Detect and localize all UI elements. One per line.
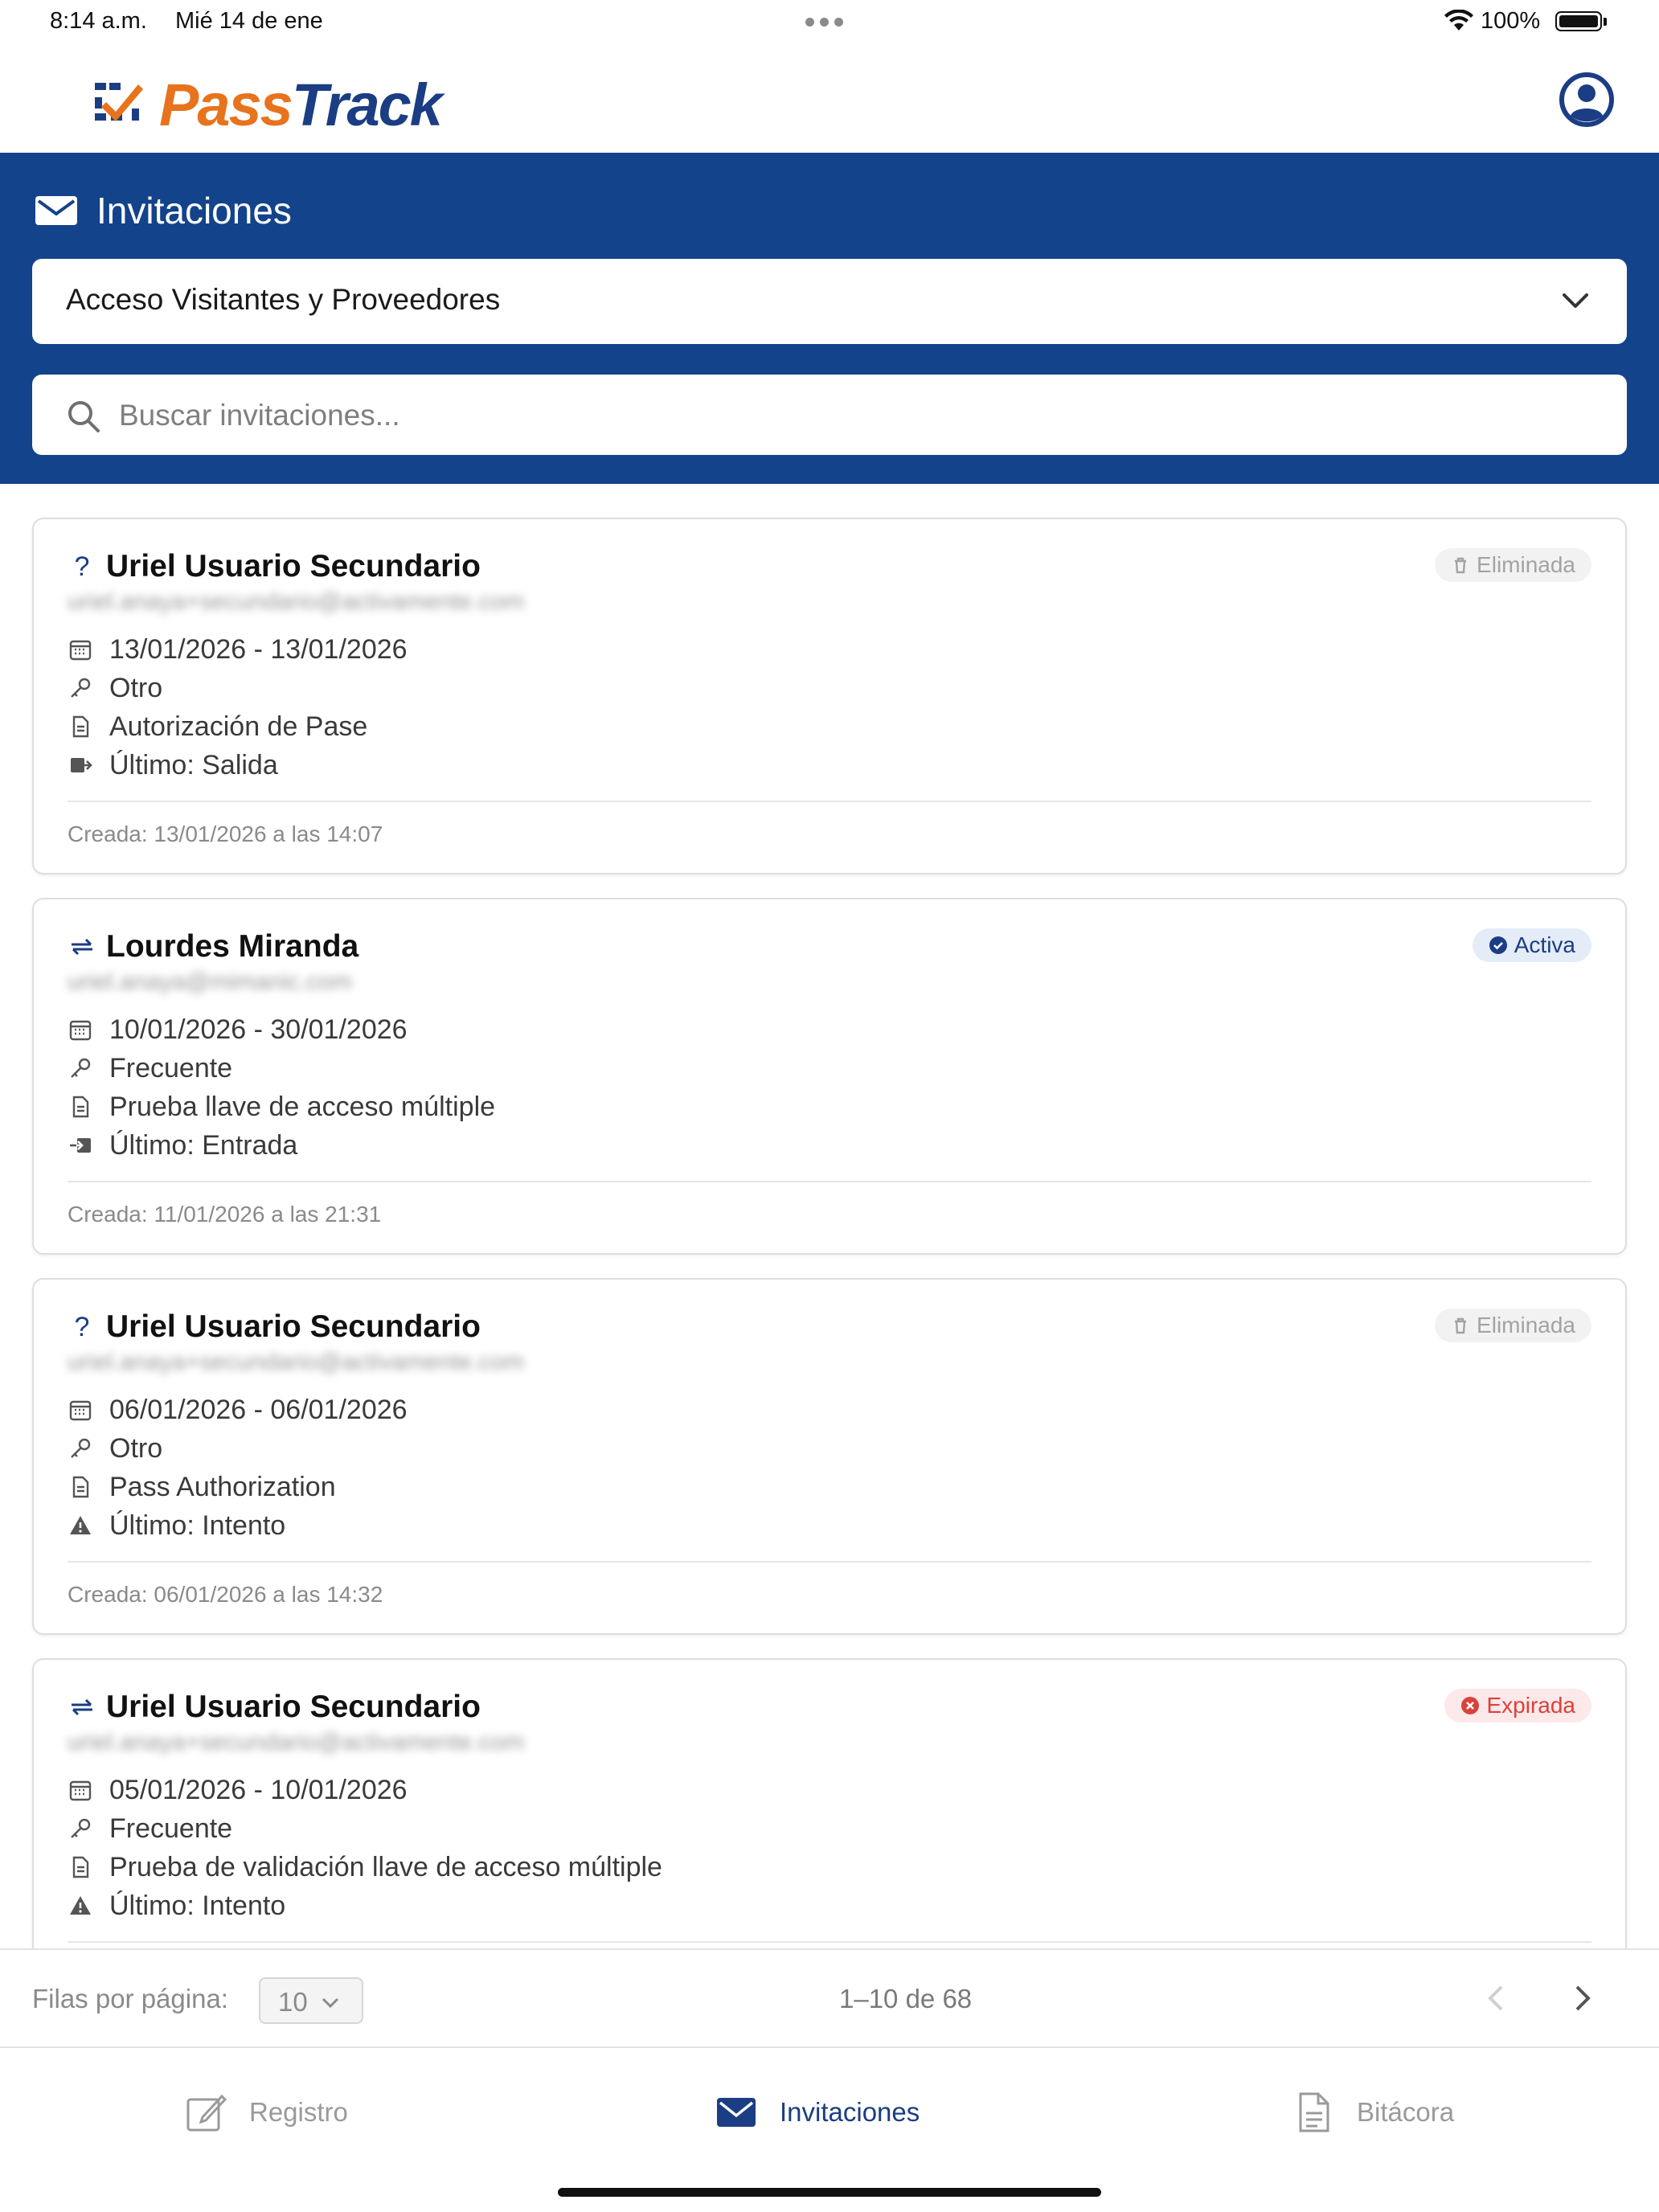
card-divider	[68, 1941, 1591, 1943]
x-circle-icon	[1460, 1696, 1480, 1715]
invitation-dates: 13/01/2026 - 13/01/2026	[109, 633, 408, 665]
bottom-tab-bar	[0, 2048, 1659, 2212]
home-indicator[interactable]	[558, 2188, 1101, 2197]
chevron-down-icon	[1559, 285, 1591, 317]
status-badge: Expirada	[1444, 1689, 1591, 1722]
calendar-icon	[68, 1017, 93, 1043]
invitation-dates: 10/01/2026 - 30/01/2026	[109, 1014, 408, 1045]
created-at: Creada: 13/01/2026 a las 14:07	[68, 821, 383, 846]
invitation-description: Pass Authorization	[109, 1471, 336, 1502]
question-icon: ?	[74, 1311, 90, 1342]
mail-icon	[34, 195, 79, 227]
repeat-icon	[68, 932, 96, 961]
passtrack-logo	[92, 64, 441, 145]
created-at: Creada: 11/01/2026 a las 21:31	[68, 1202, 382, 1227]
edit-icon	[185, 2091, 227, 2133]
invitation-description: Prueba de validación llave de acceso múltiple	[109, 1851, 662, 1882]
invitee-name: Uriel Usuario Secundario	[106, 1309, 481, 1344]
profile-icon[interactable]	[1559, 72, 1614, 127]
invitation-card[interactable]	[32, 518, 1627, 875]
search-placeholder: Buscar invitaciones...	[119, 399, 400, 432]
next-page-icon[interactable]	[1566, 1981, 1598, 2016]
mail-icon	[715, 2091, 757, 2133]
invitee-email: uriel.anaya@mimanic.com	[68, 969, 352, 995]
document-icon	[68, 1854, 93, 1880]
battery-percent: 100%	[1481, 8, 1541, 34]
page-title: Invitaciones	[96, 190, 292, 231]
invitee-email: uriel.anaya+secundario@activamente.com	[68, 588, 525, 615]
question-icon: ?	[74, 551, 90, 582]
invitee-email: uriel.anaya+secundario@activamente.com	[68, 1349, 525, 1375]
card-divider	[68, 801, 1591, 802]
page-range: 1–10 de 68	[839, 1984, 973, 2013]
rows-per-page-select[interactable]	[259, 1977, 363, 2024]
status-badge: Eliminada	[1435, 1309, 1591, 1342]
chevron-down-icon	[320, 1992, 341, 2013]
trash-icon	[1451, 555, 1470, 575]
tab-label: Registro	[249, 2097, 348, 2127]
status-date: Mié 14 de ene	[175, 8, 323, 34]
document-icon	[1292, 2091, 1334, 2133]
calendar-icon	[68, 637, 93, 662]
repeat-icon	[68, 1693, 96, 1722]
pagination-bar	[0, 1948, 1659, 2048]
invitation-dates: 06/01/2026 - 06/01/2026	[109, 1394, 408, 1425]
warning-icon	[68, 1513, 93, 1538]
exit-icon	[68, 752, 93, 778]
key-icon	[68, 1055, 93, 1081]
created-at: Creada: 06/01/2026 a las 14:32	[68, 1582, 383, 1607]
page-title-row	[34, 186, 292, 235]
invitee-name: Uriel Usuario Secundario	[106, 1690, 481, 1724]
battery-icon	[1555, 11, 1602, 31]
invitations-header	[0, 153, 1659, 484]
tab-label: Invitaciones	[780, 2097, 920, 2127]
rows-per-page-value: 10	[278, 1987, 308, 2017]
multitasking-dots-icon[interactable]	[805, 16, 849, 31]
invitee-email: uriel.anaya+secundario@activamente.com	[68, 1729, 525, 1755]
card-divider	[68, 1561, 1591, 1563]
invitation-description: Autorización de Pase	[109, 711, 368, 742]
card-divider	[68, 1181, 1591, 1182]
invitee-name: Uriel Usuario Secundario	[106, 549, 481, 584]
search-input[interactable]	[32, 375, 1627, 455]
logo-text-pass: Pass	[159, 71, 292, 138]
invitee-name: Lourdes Miranda	[106, 929, 359, 964]
status-badge: Eliminada	[1435, 548, 1591, 582]
logo-text-track: Track	[291, 71, 441, 138]
wifi-icon	[1444, 10, 1474, 32]
tab-invitaciones[interactable]	[715, 2090, 920, 2135]
trash-icon	[1451, 1316, 1470, 1335]
last-event: Último: Salida	[109, 749, 278, 780]
invitation-card[interactable]	[32, 898, 1627, 1255]
document-icon	[68, 1474, 93, 1500]
last-event: Último: Intento	[109, 1509, 286, 1541]
last-event: Último: Entrada	[109, 1129, 298, 1161]
last-event: Último: Intento	[109, 1890, 286, 1921]
tab-bitacora[interactable]	[1292, 2090, 1454, 2135]
tab-registro[interactable]	[185, 2090, 348, 2135]
invitation-card[interactable]	[32, 1278, 1627, 1635]
status-bar	[0, 0, 1659, 43]
document-icon	[68, 1094, 93, 1120]
logo-mark-icon	[92, 76, 148, 133]
invitation-frequency: Frecuente	[109, 1813, 233, 1844]
check-circle-icon	[1489, 936, 1508, 955]
search-icon	[66, 399, 101, 434]
app-header	[0, 43, 1659, 153]
key-icon	[68, 1436, 93, 1461]
tab-label: Bitácora	[1357, 2097, 1455, 2127]
invitation-frequency: Otro	[109, 672, 163, 703]
invitation-dates: 05/01/2026 - 10/01/2026	[109, 1774, 408, 1805]
calendar-icon	[68, 1777, 93, 1803]
key-icon	[68, 675, 93, 701]
status-time: 8:14 a.m.	[50, 8, 147, 34]
rows-per-page-label: Filas por página:	[32, 1984, 228, 2013]
invitation-frequency: Frecuente	[109, 1052, 233, 1083]
invitation-frequency: Otro	[109, 1432, 163, 1464]
key-icon	[68, 1816, 93, 1841]
access-type-select[interactable]	[32, 259, 1627, 344]
previous-page-icon[interactable]	[1481, 1981, 1513, 2016]
entry-icon	[68, 1133, 93, 1158]
warning-icon	[68, 1893, 93, 1919]
invitation-description: Prueba llave de acceso múltiple	[109, 1091, 496, 1122]
status-badge: Activa	[1473, 928, 1591, 962]
access-type-value: Acceso Visitantes y Proveedores	[66, 283, 501, 316]
calendar-icon	[68, 1397, 93, 1423]
document-icon	[68, 714, 93, 739]
